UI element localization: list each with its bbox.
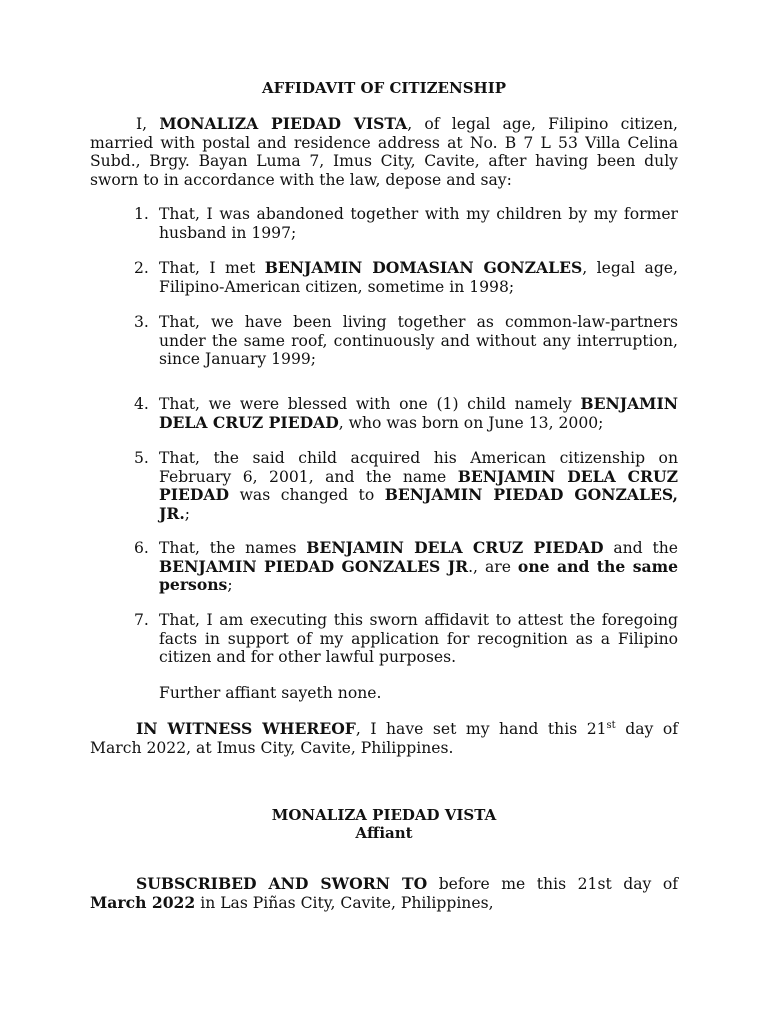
list-item	[134, 539, 678, 595]
item-bold-name: BENJAMIN DELA CRUZ PIEDAD	[159, 394, 678, 432]
item-text: That, I met	[159, 259, 265, 277]
item-text: , who was born on June 13, 2000;	[338, 413, 604, 432]
item-text: ;	[184, 504, 191, 523]
intro-paragraph	[90, 115, 678, 189]
item-text: and the	[603, 539, 678, 557]
item-text: was changed to	[229, 486, 385, 504]
item-text: That, the said child acquired his American citizenship on February 6, 2001, and the name	[159, 449, 678, 486]
item-number: 3.	[134, 313, 149, 331]
further-statement: Further affiant sayeth none.	[159, 684, 382, 702]
list-item	[134, 259, 678, 296]
item-text: ;	[227, 576, 233, 594]
witness-bold: IN WITNESS WHEREOF	[136, 719, 356, 738]
item-number: 6.	[134, 539, 149, 557]
item-text: That, the names	[159, 539, 307, 557]
witness-text-1: , I have set my hand this 21	[355, 720, 607, 738]
item-bold-name: BENJAMIN PIEDAD GONZALES, JR.	[159, 485, 678, 523]
item-text: That, we were blessed with one (1) child namely	[159, 395, 581, 413]
item-text: , legal age, Filipino-American citizen, sometime in 1998;	[159, 259, 678, 296]
item-number: 4.	[134, 395, 149, 413]
list-item	[134, 449, 678, 523]
intro-text-2: , of legal age, Filipino citizen, married with postal and residence address at No. B 7 L 53 Villa Celina Subd., Brgy. Bayan Luma 7, Imus City, Cavite, after having been duly sworn to in accordance with the law, depose and say:	[90, 115, 678, 189]
jurat-paragraph	[90, 875, 678, 912]
affiant-role: Affiant	[355, 824, 413, 842]
document-title: AFFIDAVIT OF CITIZENSHIP	[261, 79, 506, 97]
item-text: ., are	[468, 557, 518, 576]
item-bold-phrase: one and the same persons	[159, 556, 679, 594]
item-number: 7.	[134, 611, 149, 629]
item-bold-name: BENJAMIN PIEDAD GONZALES JR	[159, 556, 469, 576]
list-item	[134, 395, 678, 432]
item-number: 5.	[134, 449, 149, 467]
jurat-text-2: in Las Piñas City, Cavite, Philippines,	[195, 893, 494, 912]
item-text: That, I am executing this sworn affidavit to attest the foregoing facts in support of my application for recognition as a Filipino citizen and for other lawful purposes.	[159, 611, 678, 666]
item-text: That, we have been living together as common-law-partners under the same roof, continuously and without any interruption, since January 1999;	[159, 313, 678, 368]
witness-paragraph	[90, 720, 678, 757]
item-bold-name: BENJAMIN DELA CRUZ PIEDAD	[159, 466, 678, 504]
affiant-name-inline: MONALIZA PIEDAD VISTA	[159, 114, 408, 133]
list-item	[134, 205, 678, 242]
item-number: 1.	[134, 205, 149, 223]
item-bold-name: BENJAMIN DELA CRUZ PIEDAD	[306, 538, 604, 557]
item-text: That, I was abandoned together with my children by my former husband in 1997;	[159, 205, 678, 242]
intro-text-1: I,	[136, 115, 160, 133]
item-bold-name: BENJAMIN DOMASIAN GONZALES	[264, 258, 583, 277]
ordinal-suffix: st	[606, 719, 616, 731]
item-number: 2.	[134, 259, 149, 277]
witness-text-2: day of March 2022, at Imus City, Cavite, Philippines.	[90, 720, 678, 757]
list-item	[134, 313, 678, 369]
affiant-name: MONALIZA PIEDAD VISTA	[271, 806, 497, 824]
jurat-bold-2: March 2022	[90, 892, 196, 912]
jurat-bold-1: SUBSCRIBED AND SWORN TO	[136, 874, 428, 893]
jurat-text-1: before me this 21st day of	[427, 875, 679, 893]
list-item	[134, 611, 678, 667]
further-statement-row	[134, 684, 678, 703]
